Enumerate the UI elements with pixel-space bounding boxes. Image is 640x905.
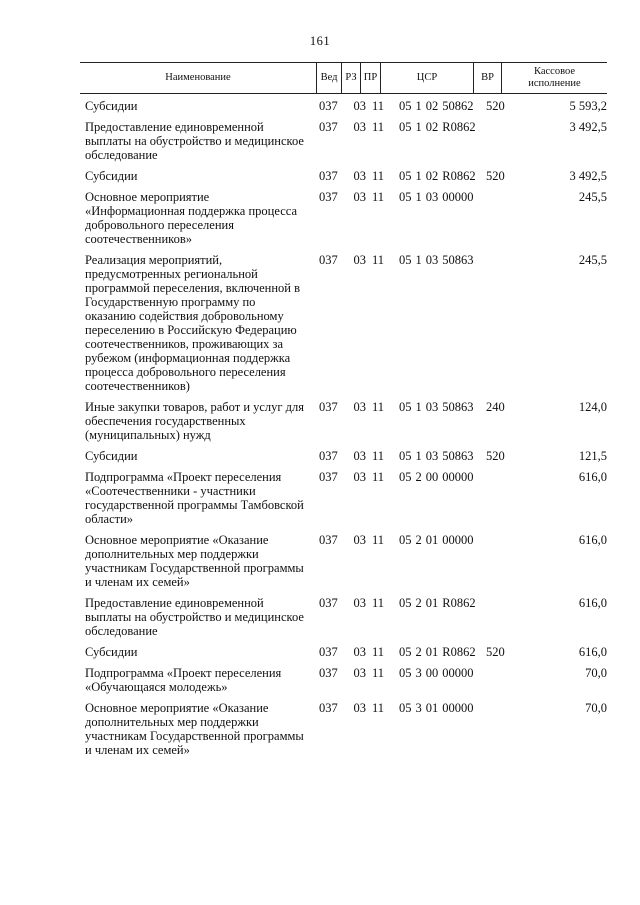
row-ved: 037 bbox=[319, 596, 338, 610]
row-csr bbox=[386, 470, 486, 526]
table-row bbox=[80, 400, 607, 442]
row-rz: 03 bbox=[353, 99, 366, 113]
csr-part: 05 bbox=[399, 253, 412, 267]
csr-part: 05 bbox=[399, 596, 412, 610]
row-vr bbox=[486, 470, 512, 526]
csr-part: 05 bbox=[399, 120, 412, 134]
header-csr: ЦСР bbox=[381, 63, 474, 93]
csr-part: 01 bbox=[425, 701, 439, 715]
csr-part: 01 bbox=[425, 645, 439, 659]
row-csr bbox=[386, 449, 486, 463]
csr-part: 05 bbox=[399, 666, 412, 680]
row-vr: 240 bbox=[486, 400, 505, 414]
row-pr: 11 bbox=[371, 533, 384, 547]
header-name: Наименование bbox=[80, 63, 317, 93]
csr-part: 3 bbox=[415, 701, 422, 715]
csr-part: 05 bbox=[399, 533, 412, 547]
row-name: Подпрограмма «Проект переселения «Соотечественники - участники государственной программы Тамбовской области» bbox=[85, 470, 304, 526]
row-sum: 616,0 bbox=[578, 645, 607, 659]
csr-part: 05 bbox=[399, 701, 412, 715]
row-vr bbox=[486, 253, 512, 393]
row-rz: 03 bbox=[353, 190, 366, 204]
row-vr: 520 bbox=[486, 99, 505, 113]
row-rz: 03 bbox=[353, 666, 366, 680]
csr-part: 03 bbox=[425, 190, 439, 204]
csr-part: 1 bbox=[415, 169, 422, 183]
csr-part: 00000 bbox=[442, 701, 474, 715]
row-rz: 03 bbox=[353, 533, 366, 547]
table-row bbox=[80, 533, 607, 589]
row-csr bbox=[386, 190, 486, 246]
row-pr: 11 bbox=[371, 400, 384, 414]
csr-part: 2 bbox=[415, 645, 422, 659]
row-vr: 520 bbox=[486, 449, 505, 463]
row-name: Предоставление единовременной выплаты на обустройство и медицинское обследование bbox=[85, 120, 304, 162]
row-vr bbox=[486, 533, 512, 589]
csr-part: 03 bbox=[425, 449, 439, 463]
table-row bbox=[80, 169, 607, 183]
csr-part: 05 bbox=[399, 645, 412, 659]
row-ved: 037 bbox=[319, 400, 338, 414]
row-csr bbox=[386, 645, 486, 659]
header-sum bbox=[502, 63, 607, 93]
row-csr bbox=[386, 169, 486, 183]
row-rz: 03 bbox=[353, 253, 366, 267]
csr-part: 1 bbox=[415, 120, 422, 134]
row-pr: 11 bbox=[371, 449, 384, 463]
row-name: Субсидии bbox=[85, 169, 138, 183]
row-vr bbox=[486, 190, 512, 246]
header-vr: ВР bbox=[474, 63, 502, 93]
row-sum: 121,5 bbox=[578, 449, 607, 463]
csr-part: 2 bbox=[415, 596, 422, 610]
row-pr: 11 bbox=[371, 470, 384, 484]
row-pr: 11 bbox=[371, 190, 384, 204]
row-rz: 03 bbox=[353, 645, 366, 659]
csr-part: R0862 bbox=[442, 645, 476, 659]
header-sum-line2: исполнение bbox=[528, 78, 581, 89]
row-ved: 037 bbox=[319, 701, 338, 715]
row-rz: 03 bbox=[353, 120, 366, 134]
row-ved: 037 bbox=[319, 666, 338, 680]
row-sum: 616,0 bbox=[578, 533, 607, 547]
row-csr bbox=[386, 596, 486, 638]
csr-part: 1 bbox=[415, 190, 422, 204]
row-pr: 11 bbox=[371, 596, 384, 610]
table-row bbox=[80, 253, 607, 393]
table-row bbox=[80, 666, 607, 694]
csr-part: 1 bbox=[415, 253, 422, 267]
csr-part: 50863 bbox=[442, 449, 474, 463]
row-sum: 245,5 bbox=[578, 190, 607, 204]
csr-part: 01 bbox=[425, 596, 439, 610]
table-row bbox=[80, 99, 607, 113]
row-sum: 245,5 bbox=[578, 253, 607, 267]
csr-part: R0862 bbox=[442, 120, 476, 134]
csr-part: 02 bbox=[425, 99, 439, 113]
csr-part: 05 bbox=[399, 449, 412, 463]
csr-part: 00 bbox=[425, 470, 439, 484]
row-sum: 124,0 bbox=[578, 400, 607, 414]
header-sum-line1: Кассовое bbox=[533, 66, 576, 77]
row-ved: 037 bbox=[319, 533, 338, 547]
table-body bbox=[80, 94, 607, 757]
row-name: Основное мероприятие «Оказание дополнительных мер поддержки участникам Государственной программы и членам их семей» bbox=[85, 533, 304, 589]
row-csr bbox=[386, 99, 486, 113]
csr-part: 2 bbox=[415, 470, 422, 484]
row-sum: 3 492,5 bbox=[569, 120, 607, 134]
csr-part: 1 bbox=[415, 449, 422, 463]
csr-part: 00000 bbox=[442, 190, 474, 204]
row-csr bbox=[386, 533, 486, 589]
row-vr: 520 bbox=[486, 645, 505, 659]
csr-part: 03 bbox=[425, 253, 439, 267]
row-sum: 70,0 bbox=[585, 666, 607, 680]
row-sum: 5 593,2 bbox=[569, 99, 607, 113]
table-row bbox=[80, 449, 607, 463]
csr-part: 00000 bbox=[442, 666, 474, 680]
row-ved: 037 bbox=[319, 449, 338, 463]
row-vr bbox=[486, 120, 512, 162]
row-pr: 11 bbox=[371, 645, 384, 659]
row-ved: 037 bbox=[319, 253, 338, 267]
row-sum: 3 492,5 bbox=[569, 169, 607, 183]
row-ved: 037 bbox=[319, 645, 338, 659]
row-ved: 037 bbox=[319, 470, 338, 484]
row-csr bbox=[386, 120, 486, 162]
row-pr: 11 bbox=[371, 120, 384, 134]
csr-part: 3 bbox=[415, 666, 422, 680]
row-rz: 03 bbox=[353, 169, 366, 183]
row-vr bbox=[486, 701, 512, 757]
csr-part: 05 bbox=[399, 169, 412, 183]
table-row bbox=[80, 701, 607, 757]
row-sum: 616,0 bbox=[578, 470, 607, 484]
csr-part: R0862 bbox=[442, 169, 476, 183]
csr-part: 00 bbox=[425, 666, 439, 680]
csr-part: 1 bbox=[415, 99, 422, 113]
csr-part: 01 bbox=[425, 533, 439, 547]
row-vr bbox=[486, 666, 512, 694]
row-rz: 03 bbox=[353, 449, 366, 463]
csr-part: 00000 bbox=[442, 533, 474, 547]
row-name: Иные закупки товаров, работ и услуг для обеспечения государственных (муниципальных) нужд bbox=[85, 400, 305, 442]
row-name: Субсидии bbox=[85, 99, 138, 113]
row-vr: 520 bbox=[486, 169, 505, 183]
csr-part: 05 bbox=[399, 99, 412, 113]
row-sum: 70,0 bbox=[585, 701, 607, 715]
table-row bbox=[80, 470, 607, 526]
row-name: Субсидии bbox=[85, 645, 138, 659]
row-ved: 037 bbox=[319, 169, 338, 183]
table-row bbox=[80, 645, 607, 659]
row-ved: 037 bbox=[319, 190, 338, 204]
table-row bbox=[80, 190, 607, 246]
row-csr bbox=[386, 701, 486, 757]
csr-part: 50863 bbox=[442, 253, 474, 267]
row-csr bbox=[386, 400, 486, 442]
row-name: Реализация мероприятий, предусмотренных региональной программой переселения, включенной в Государственную программу по оказанию содействия добровольному переселению в Российскую Федерацию соотечественников, проживающих за рубежом (информационная поддержка процесса добровольного переселения соотечественников) bbox=[85, 253, 301, 393]
header-ved: Вед bbox=[317, 63, 342, 93]
csr-part: 02 bbox=[425, 120, 439, 134]
row-pr: 11 bbox=[371, 666, 384, 680]
csr-part: 50863 bbox=[442, 400, 474, 414]
row-rz: 03 bbox=[353, 596, 366, 610]
header-pr: ПР bbox=[361, 63, 381, 93]
row-sum: 616,0 bbox=[578, 596, 607, 610]
row-ved: 037 bbox=[319, 99, 338, 113]
row-name: Основное мероприятие «Информационная поддержка процесса добровольного переселения соотечественников» bbox=[85, 190, 298, 246]
csr-part: 02 bbox=[425, 169, 439, 183]
row-csr bbox=[386, 253, 486, 393]
csr-part: 05 bbox=[399, 400, 412, 414]
row-name: Предоставление единовременной выплаты на обустройство и медицинское обследование bbox=[85, 596, 304, 638]
csr-part: 03 bbox=[425, 400, 439, 414]
row-pr: 11 bbox=[371, 253, 384, 267]
csr-part: 1 bbox=[415, 400, 422, 414]
csr-part: 50862 bbox=[442, 99, 474, 113]
csr-part: 00000 bbox=[442, 470, 474, 484]
row-rz: 03 bbox=[353, 400, 366, 414]
table-row bbox=[80, 596, 607, 638]
row-name: Основное мероприятие «Оказание дополнительных мер поддержки участникам Государственной программы и членам их семей» bbox=[85, 701, 304, 757]
table-row bbox=[80, 120, 607, 162]
table-header bbox=[80, 62, 607, 94]
budget-table bbox=[80, 62, 607, 764]
csr-part: R0862 bbox=[442, 596, 476, 610]
row-pr: 11 bbox=[371, 169, 384, 183]
csr-part: 05 bbox=[399, 190, 412, 204]
row-name: Подпрограмма «Проект переселения «Обучающаяся молодежь» bbox=[85, 666, 282, 694]
row-vr bbox=[486, 596, 512, 638]
csr-part: 05 bbox=[399, 470, 412, 484]
row-rz: 03 bbox=[353, 470, 366, 484]
header-rz: РЗ bbox=[342, 63, 361, 93]
row-pr: 11 bbox=[371, 701, 384, 715]
row-ved: 037 bbox=[319, 120, 338, 134]
row-pr: 11 bbox=[371, 99, 384, 113]
row-name: Субсидии bbox=[85, 449, 138, 463]
row-rz: 03 bbox=[353, 701, 366, 715]
csr-part: 2 bbox=[415, 533, 422, 547]
row-csr bbox=[386, 666, 486, 694]
page-number: 161 bbox=[309, 34, 331, 48]
